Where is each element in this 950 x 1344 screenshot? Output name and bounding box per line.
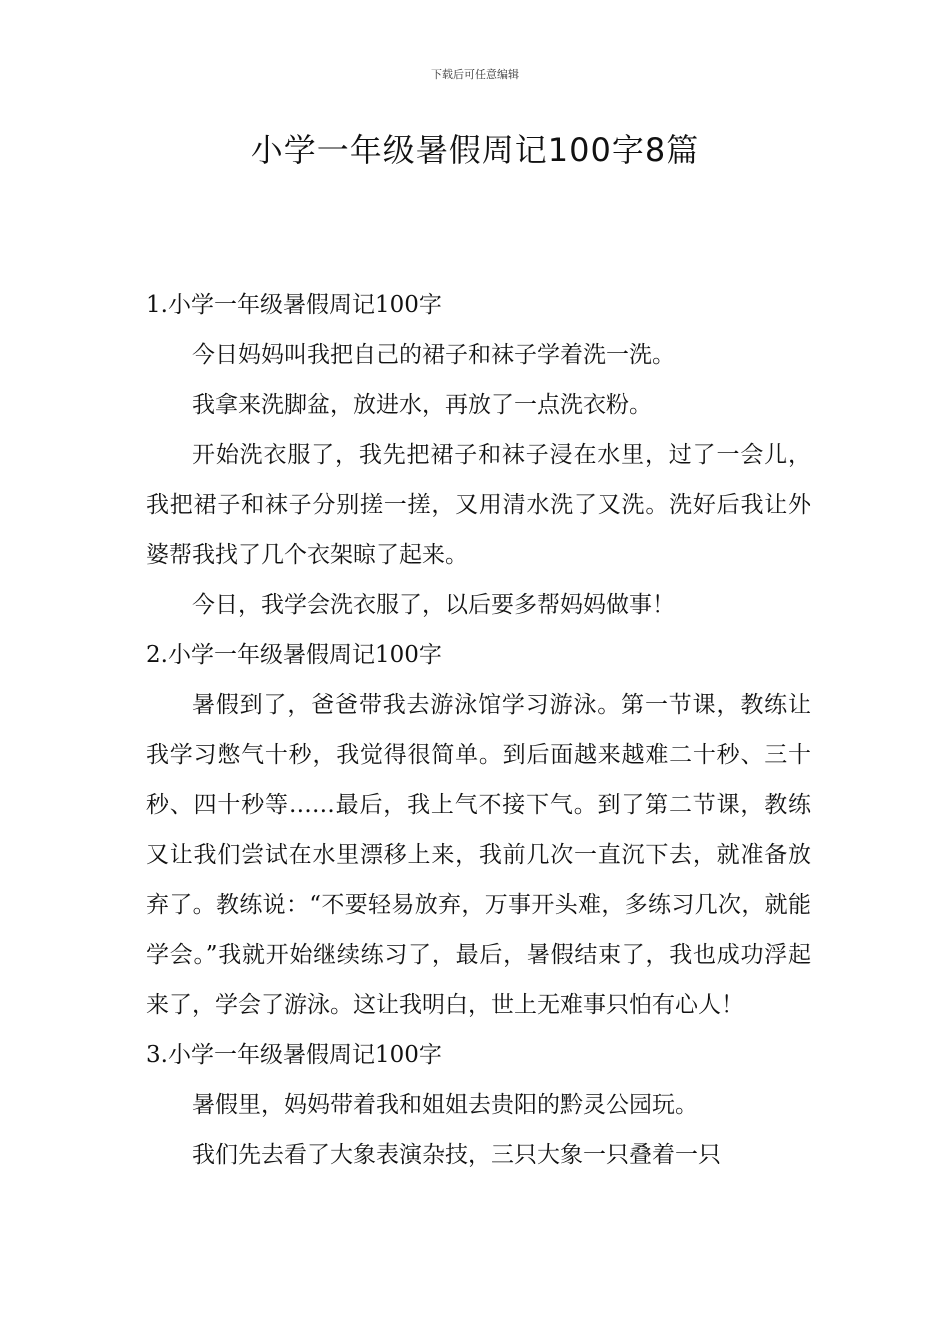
section-1 [146,280,811,630]
paragraph: 暑假到了，爸爸带我去游泳馆学习游泳。第一节课，教练让我学习憋气十秒，我觉得很简单。到后面越来越难二十秒、三十秒、四十秒等……最后，我上气不接下气。到了第二节课，教练又让我们尝试在水里漂移上来，我前几次一直沉下去，就准备放弃了。教练说：“不要轻易放弃，万事开头难，多练习几次，就能学会。”我就开始继续练习了，最后，暑假结束了，我也成功浮起来了，学会了游泳。这让我明白，世上无难事只怕有心人！ [146,692,811,1018]
section-heading: 1.小学一年级暑假周记100字 [146,292,442,318]
section-heading: 2.小学一年级暑假周记100字 [146,642,442,668]
paragraph: 暑假里，妈妈带着我和姐姐去贵阳的黔灵公园玩。 [192,1092,698,1118]
document-title: 小学一年级暑假周记100字8篇 [250,131,700,169]
section-heading: 3.小学一年级暑假周记100字 [146,1042,442,1068]
document-body [146,280,811,1180]
section-3 [146,1030,811,1180]
header-note: 下载后可任意编辑 [431,68,519,81]
paragraph: 开始洗衣服了，我先把裙子和袜子浸在水里，过了一会儿，我把裙子和袜子分别搓一搓，又用清水洗了又洗。洗好后我让外婆帮我找了几个衣架晾了起来。 [146,442,811,568]
section-2 [146,630,811,1030]
paragraph: 今日妈妈叫我把自己的裙子和袜子学着洗一洗。 [192,342,675,368]
paragraph: 我们先去看了大象表演杂技，三只大象一只叠着一只 [192,1142,721,1168]
paragraph: 我拿来洗脚盆，放进水，再放了一点洗衣粉。 [192,392,652,418]
paragraph: 今日，我学会洗衣服了，以后要多帮妈妈做事！ [192,592,675,618]
